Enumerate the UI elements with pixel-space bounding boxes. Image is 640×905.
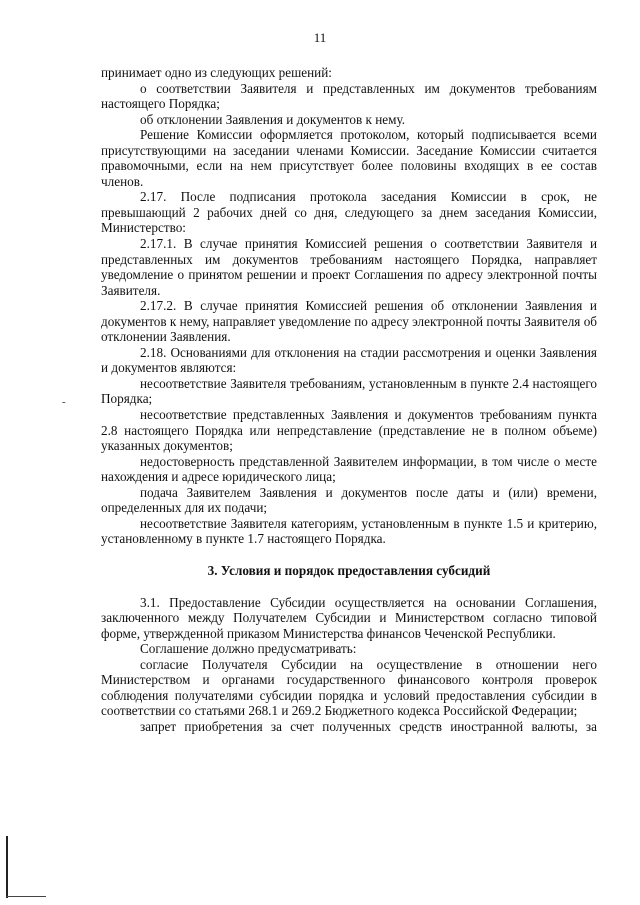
page-number: 11 bbox=[313, 30, 327, 45]
paragraph: 3.1. Предоставление Субсидии осуществляется на основании Соглашения, заключенного между Получателем Субсидии и Министерством согласно типовой форме, утвержденной приказом Министерства финансов Чеченской Республики. bbox=[101, 594, 597, 641]
list-item: несоответствие представленных Заявления и документов требованиям пункта 2.8 настоящего Порядка или непредставление (представление не в полном объеме) указанных документов; bbox=[101, 407, 597, 454]
paragraph: 2.17.2. В случае принятия Комиссией решения об отклонении Заявления и документов к нему, направляет уведомление по адресу электронной почты Заявителя об отклонении Заявления. bbox=[101, 298, 597, 345]
list-item: согласие Получателя Субсидии на осуществление в отношении него Министерством и органами государственного финансового контроля проверок соблюдения получателями субсидии порядка и условий предоставления субсидии в соответствии со статьями 268.1 и 269.2 Бюджетного кодекса Российской Федерации; bbox=[101, 656, 597, 719]
document-body bbox=[101, 65, 597, 734]
list-item: недостоверность представленной Заявителем информации, в том числе о месте нахождения и адресе юридического лица; bbox=[101, 453, 597, 485]
scan-margin-mark: - bbox=[62, 396, 66, 408]
scan-edge-line bbox=[6, 836, 8, 898]
paragraph: 2.17.1. В случае принятия Комиссией решения о соответствии Заявителя и представленных им документов требованиям настоящего Порядка, направляет уведомление о принятом решении и проект Соглашения по адресу электронной почты Заявителя. bbox=[101, 236, 597, 298]
paragraph: 2.17. После подписания протокола заседания Комиссии в срок, не превышающий 2 рабочих дней со дня, следующего за днем заседания Комиссии, Министерство: bbox=[101, 189, 597, 236]
paragraph: Решение Комиссии оформляется протоколом, который подписывается всеми присутствующими на заседании членами Комиссии. Заседание Комиссии считается правомочными, если на нем присутствует более половины входящих в ее состав членов. bbox=[101, 127, 597, 189]
section-heading: 3. Условия и порядок предоставления субсидий bbox=[207, 562, 491, 578]
paragraph: Соглашение должно предусматривать: bbox=[140, 641, 357, 657]
list-item: запрет приобретения за счет полученных средств иностранной валюты, за bbox=[140, 718, 597, 734]
paragraph: 2.18. Основаниями для отклонения на стадии рассмотрения и оценки Заявления и документов являются: bbox=[101, 344, 597, 376]
list-item: подача Заявителем Заявления и документов после даты и (или) времени, определенных для их подачи; bbox=[101, 484, 597, 516]
list-item: несоответствие Заявителя требованиям, установленным в пункте 2.4 настоящего Порядка; bbox=[101, 375, 597, 407]
scan-edge-foot-line bbox=[6, 896, 46, 897]
paragraph: об отклонении Заявления и документов к нему. bbox=[140, 111, 406, 127]
list-item: несоответствие Заявителя категориям, установленным в пункте 1.5 и критерию, установленному в пункте 1.7 настоящего Порядка. bbox=[101, 515, 597, 547]
paragraph: о соответствии Заявителя и представленных им документов требованиям настоящего Порядка; bbox=[101, 80, 597, 112]
paragraph: принимает одно из следующих решений: bbox=[101, 65, 332, 80]
